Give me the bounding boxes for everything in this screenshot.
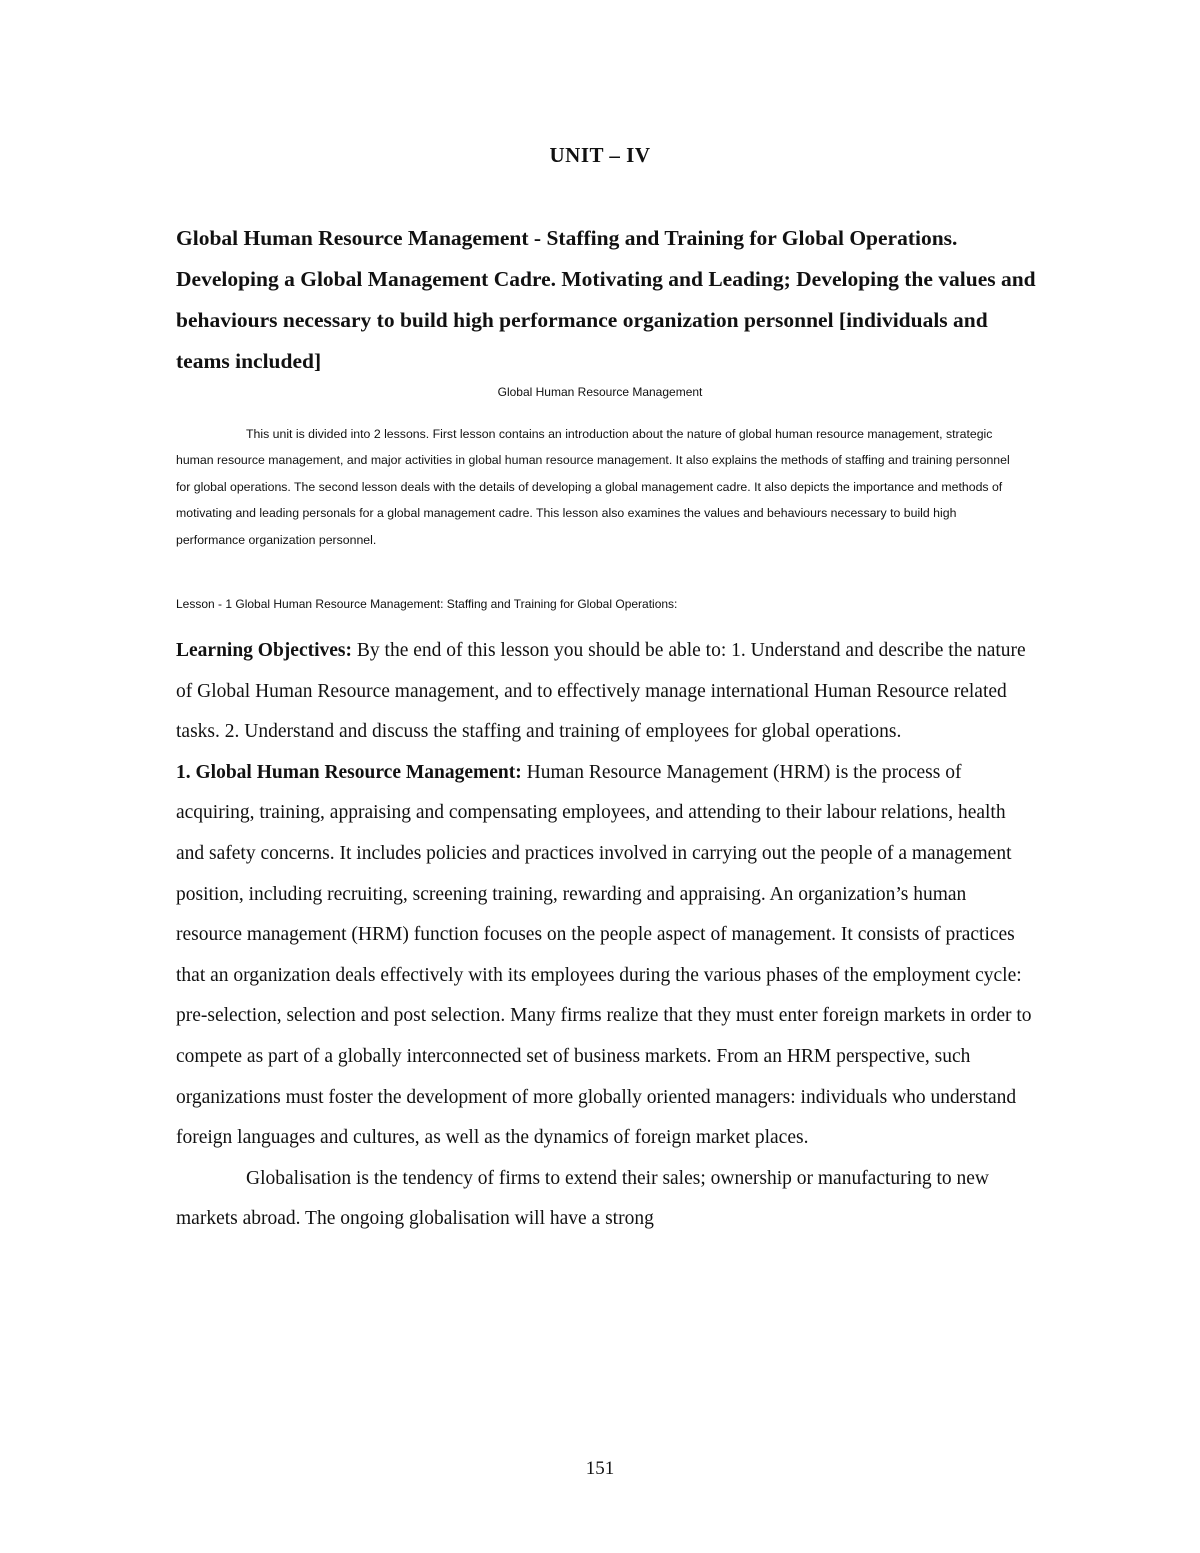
- section-hrm-label: 1. Global Human Resource Management:: [176, 761, 522, 783]
- page-number: 151: [585, 1458, 615, 1479]
- section-hrm-text: Human Resource Management (HRM) is the process of acquiring, training, appraising and compensating employees, and attending to their labour relations, health and safety concerns. It includes policies and practices involved in carrying out the people of a management position, including recruiting, screening training, rewarding and appraising. An organization’s human resource management (HRM) function focuses on the people aspect of management. It consists of practices that an organization deals effectively with its employees during the various phases of the employment cycle: pre-selection, selection and post selection. Many firms realize that they must enter foreign markets in order to compete as part of a globally interconnected set of business markets. From an HRM perspective, such organizations must foster the development of more globally oriented managers: individuals who understand foreign languages and cultures, as well as the dynamics of foreign market places.: [176, 761, 1032, 1149]
- unit-title: UNIT – IV: [549, 143, 651, 167]
- unit-subheading: Global Human Resource Management: [497, 385, 703, 399]
- learning-objectives-paragraph: [176, 631, 1036, 753]
- lesson-title: Lesson - 1 Global Human Resource Management: Staffing and Training for Global Operations:: [176, 597, 678, 611]
- unit-heading: Global Human Resource Management - Staffing and Training for Global Operations. Developing a Global Management Cadre. Motivating and Leading; Developing the values and behaviours necessary to build high performance organization personnel [individuals and teams included]: [176, 226, 1036, 373]
- learning-objectives-text: By the end of this lesson you should be able to: 1. Understand and describe the nature of Global Human Resource management, and to effectively manage international Human Resource related tasks. 2. Understand and discuss the staffing and training of employees for global operations.: [176, 640, 1026, 743]
- learning-objectives-label: Learning Objectives:: [176, 640, 353, 661]
- globalisation-paragraph: Globalisation is the tendency of firms to extend their sales; ownership or manufacturing to new markets abroad. The ongoing globalisation will have a strong: [176, 1167, 989, 1230]
- lesson-body: [176, 631, 1036, 1240]
- unit-intro-paragraph: This unit is divided into 2 lessons. First lesson contains an introduction about the nature of global human resource management, strategic human resource management, and major activities in global human resource management. It also explains the methods of staffing and training personnel for global operations. The second lesson deals with the details of developing a global management cadre. It also depicts the importance and methods of motivating and leading personals for a global management cadre. This lesson also examines the values and behaviours necessary to build high performance organization personnel.: [176, 427, 1010, 547]
- section-hrm-paragraph: [176, 753, 1036, 1159]
